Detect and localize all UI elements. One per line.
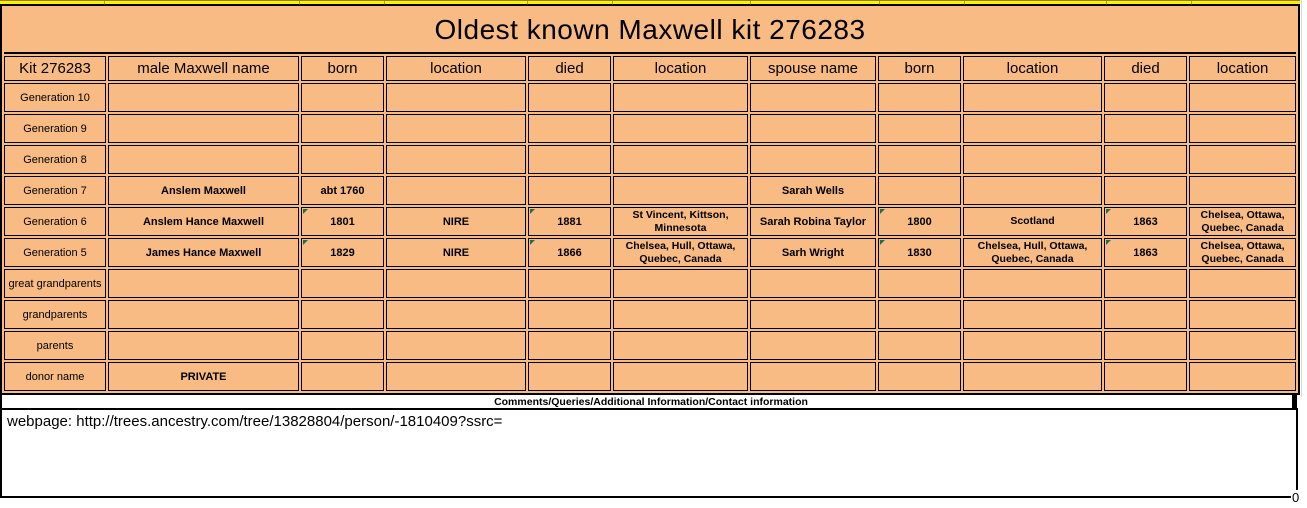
column-header-8[interactable]: location — [963, 56, 1102, 81]
table-cell[interactable] — [1189, 300, 1296, 329]
table-row — [4, 300, 1296, 329]
table-cell[interactable]: 1881 — [528, 207, 611, 236]
error-indicator-icon — [1106, 240, 1111, 245]
table-cell[interactable] — [1189, 269, 1296, 298]
table-cell[interactable] — [963, 114, 1102, 143]
table-cell[interactable]: PRIVATE — [108, 362, 299, 391]
table-row — [4, 83, 1296, 112]
table-cell[interactable] — [1104, 269, 1187, 298]
table-cell[interactable] — [613, 145, 748, 174]
table-cell[interactable] — [878, 300, 961, 329]
column-header-6[interactable]: spouse name — [750, 56, 876, 81]
table-cell[interactable] — [528, 145, 611, 174]
table-cell[interactable]: NIRE — [386, 238, 526, 267]
table-cell[interactable] — [878, 176, 961, 205]
table-cell[interactable] — [750, 114, 876, 143]
error-indicator-icon — [880, 240, 885, 245]
column-header-1[interactable]: male Maxwell name — [108, 56, 299, 81]
table-cell[interactable] — [613, 114, 748, 143]
table-cell[interactable] — [108, 145, 299, 174]
webpage-note-box[interactable] — [0, 408, 1298, 498]
family-grid — [0, 4, 1300, 395]
table-cell[interactable] — [613, 300, 748, 329]
table-cell[interactable] — [528, 176, 611, 205]
table-cell[interactable] — [963, 145, 1102, 174]
table-cell[interactable] — [750, 145, 876, 174]
table-cell[interactable]: Sarah Wells — [750, 176, 876, 205]
table-cell[interactable] — [963, 269, 1102, 298]
table-cell[interactable] — [386, 176, 526, 205]
table-cell[interactable] — [1104, 300, 1187, 329]
column-header-9[interactable]: died — [1104, 56, 1187, 81]
table-cell[interactable] — [386, 269, 526, 298]
comments-bar[interactable] — [0, 395, 1300, 408]
table-cell[interactable]: 1829 — [301, 238, 384, 267]
table-cell[interactable] — [301, 362, 384, 391]
row-label[interactable]: Generation 8 — [4, 145, 106, 174]
table-cell[interactable] — [963, 176, 1102, 205]
table-cell[interactable] — [1104, 362, 1187, 391]
table-cell[interactable]: Sarh Wright — [750, 238, 876, 267]
table-cell[interactable] — [878, 83, 961, 112]
table-row — [4, 362, 1296, 391]
table-cell[interactable] — [301, 331, 384, 360]
error-indicator-icon — [1106, 209, 1111, 214]
table-cell[interactable] — [750, 331, 876, 360]
table-cell[interactable] — [301, 300, 384, 329]
corner-artifact-text: 0 — [1292, 490, 1300, 505]
row-label[interactable]: donor name — [4, 362, 106, 391]
error-indicator-icon — [530, 209, 535, 214]
table-cell[interactable] — [1104, 114, 1187, 143]
table-cell[interactable] — [1104, 331, 1187, 360]
header-row — [4, 56, 1296, 81]
table-cell[interactable]: 1863 — [1104, 238, 1187, 267]
table-row — [4, 207, 1296, 236]
table-cell[interactable] — [878, 114, 961, 143]
table-cell[interactable] — [528, 269, 611, 298]
table-cell[interactable]: Anslem Maxwell — [108, 176, 299, 205]
table-cell[interactable] — [528, 83, 611, 112]
table-cell[interactable] — [613, 362, 748, 391]
table-cell[interactable] — [613, 176, 748, 205]
webpage-note-text: webpage: http://trees.ancestry.com/tree/13828804/person/-1810409?ssrc= — [7, 413, 503, 430]
table-cell[interactable]: Chelsea, Hull, Ottawa, Quebec, Canada — [613, 238, 748, 267]
row-label[interactable]: parents — [4, 331, 106, 360]
table-cell[interactable] — [963, 300, 1102, 329]
table-cell[interactable]: Chelsea, Ottawa, Quebec, Canada — [1189, 207, 1296, 236]
table-cell[interactable] — [613, 269, 748, 298]
table-cell[interactable]: 1866 — [528, 238, 611, 267]
comments-bar-label: Comments/Queries/Additional Information/Contact information — [494, 395, 808, 408]
column-header-4[interactable]: died — [528, 56, 611, 81]
table-cell[interactable] — [386, 114, 526, 143]
table-cell[interactable] — [528, 300, 611, 329]
column-header-3[interactable]: location — [386, 56, 526, 81]
table-cell[interactable] — [301, 83, 384, 112]
table-row — [4, 145, 1296, 174]
table-cell[interactable] — [528, 362, 611, 391]
table-cell[interactable]: Scotland — [963, 207, 1102, 236]
table-cell[interactable]: Chelsea, Hull, Ottawa, Quebec, Canada — [963, 238, 1102, 267]
table-cell[interactable] — [1104, 83, 1187, 112]
sheet-title[interactable]: Oldest known Maxwell kit 276283 — [4, 8, 1296, 54]
table-cell[interactable] — [613, 83, 748, 112]
error-indicator-icon — [880, 209, 885, 214]
table-cell[interactable] — [613, 331, 748, 360]
row-label[interactable]: Generation 9 — [4, 114, 106, 143]
table-cell[interactable] — [878, 362, 961, 391]
table-cell[interactable] — [301, 145, 384, 174]
table-cell[interactable]: Chelsea, Ottawa, Quebec, Canada — [1189, 238, 1296, 267]
table-cell[interactable] — [1189, 114, 1296, 143]
table-row — [4, 238, 1296, 267]
title-row — [4, 8, 1296, 54]
table-cell[interactable] — [528, 331, 611, 360]
table-cell[interactable] — [108, 300, 299, 329]
table-cell[interactable] — [1189, 362, 1296, 391]
gridline-right — [1301, 0, 1302, 397]
table-cell[interactable]: 1830 — [878, 238, 961, 267]
table-cell[interactable] — [108, 331, 299, 360]
table-cell[interactable] — [1104, 145, 1187, 174]
column-header-10[interactable]: location — [1189, 56, 1296, 81]
row-label[interactable]: grandparents — [4, 300, 106, 329]
row-label[interactable]: Generation 6 — [4, 207, 106, 236]
table-cell[interactable]: James Hance Maxwell — [108, 238, 299, 267]
table-cell[interactable] — [301, 269, 384, 298]
column-header-2[interactable]: born — [301, 56, 384, 81]
table-cell[interactable] — [386, 300, 526, 329]
table-cell[interactable]: NIRE — [386, 207, 526, 236]
table-cell[interactable] — [1189, 331, 1296, 360]
table-cell[interactable] — [750, 83, 876, 112]
grid-body — [4, 83, 1296, 391]
column-header-5[interactable]: location — [613, 56, 748, 81]
top-strip — [0, 0, 1300, 4]
table-cell[interactable] — [878, 331, 961, 360]
table-cell[interactable] — [750, 269, 876, 298]
row-label[interactable]: Generation 10 — [4, 83, 106, 112]
table-cell[interactable] — [108, 83, 299, 112]
table-cell[interactable] — [878, 145, 961, 174]
table-cell[interactable] — [108, 114, 299, 143]
table-cell[interactable] — [301, 114, 384, 143]
table-cell[interactable] — [963, 331, 1102, 360]
table-cell[interactable] — [1189, 83, 1296, 112]
row-label[interactable]: great grandparents — [4, 269, 106, 298]
table-cell[interactable] — [750, 300, 876, 329]
table-row — [4, 114, 1296, 143]
table-cell[interactable]: Sarah Robina Taylor — [750, 207, 876, 236]
table-cell[interactable] — [386, 83, 526, 112]
table-cell[interactable]: 1801 — [301, 207, 384, 236]
table-cell[interactable]: 1863 — [1104, 207, 1187, 236]
table-cell[interactable] — [750, 362, 876, 391]
row-label[interactable]: Generation 5 — [4, 238, 106, 267]
table-cell[interactable] — [386, 331, 526, 360]
table-cell[interactable] — [1104, 176, 1187, 205]
table-cell[interactable] — [108, 269, 299, 298]
table-cell[interactable] — [528, 114, 611, 143]
error-indicator-icon — [303, 209, 308, 214]
column-header-7[interactable]: born — [878, 56, 961, 81]
error-indicator-icon — [303, 240, 308, 245]
table-cell[interactable]: St Vincent, Kittson, Minnesota — [613, 207, 748, 236]
table-cell[interactable] — [878, 269, 961, 298]
table-cell[interactable]: Anslem Hance Maxwell — [108, 207, 299, 236]
table-row — [4, 269, 1296, 298]
row-label[interactable]: Generation 7 — [4, 176, 106, 205]
table-cell[interactable] — [963, 362, 1102, 391]
table-cell[interactable] — [963, 83, 1102, 112]
table-cell[interactable] — [1189, 145, 1296, 174]
error-indicator-icon — [530, 240, 535, 245]
table-cell[interactable] — [386, 362, 526, 391]
table-cell[interactable] — [1189, 176, 1296, 205]
table-cell[interactable] — [386, 145, 526, 174]
table-cell[interactable]: 1800 — [878, 207, 961, 236]
table-row — [4, 176, 1296, 205]
table-row — [4, 331, 1296, 360]
table-cell[interactable]: abt 1760 — [301, 176, 384, 205]
column-header-0[interactable]: Kit 276283 — [4, 56, 106, 81]
